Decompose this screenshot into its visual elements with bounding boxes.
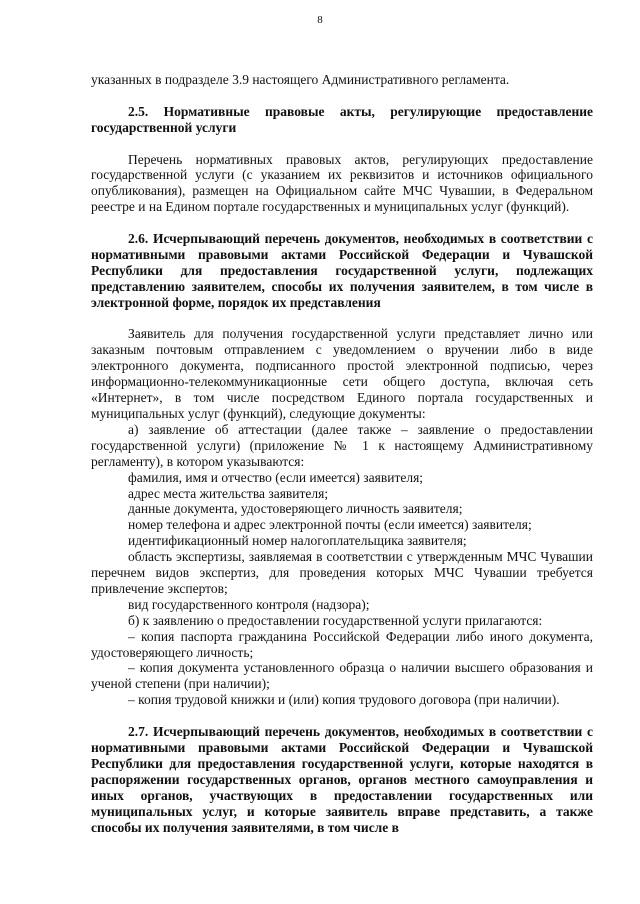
paragraph: Заявитель для получения государственной услуги представляет лично или заказным почтовым отправлением с уведомлением о вручении либо в виде электронного документа, подписанного простой электронной подписью, через информационно-телекоммуникационные сети общего доступа, включая сеть «Интернет», в том числе посредством Единого портала государственных и муниципальных услуг (функций), следующие документы:: [91, 326, 593, 421]
list-item: – копия паспорта гражданина Российской Федерации либо иного документа, удостоверяющего личность;: [91, 628, 593, 660]
list-item: идентификационный номер налогоплательщика заявителя;: [128, 533, 467, 549]
list-item: – копия документа установленного образца о наличии высшего образования и ученой степени (при наличии);: [91, 660, 593, 692]
page-number: 8: [317, 14, 323, 26]
list-item: – копия трудовой книжки и (или) копия трудового договора (при наличии).: [128, 692, 560, 708]
list-item: б) к заявлению о предоставлении государственной услуги прилагаются:: [128, 612, 543, 628]
section-heading-2-6: 2.6. Исчерпывающий перечень документов, необходимых в соответствии с нормативными правовыми актами Российской Федерации и Чувашской Республики для предоставления государственной услуги, подлежащих представлению заявителем, способы их получения заявителем, в том числе в электронной форме, порядок их представления: [91, 231, 593, 310]
section-heading-2-5: 2.5. Нормативные правовые акты, регулирующие предоставление государственной услуги: [91, 103, 593, 135]
list-item: фамилия, имя и отчество (если имеется) заявителя;: [128, 469, 424, 485]
list-item: номер телефона и адрес электронной почты (если имеется) заявителя;: [128, 517, 532, 533]
paragraph: Перечень нормативных правовых актов, регулирующих предоставление государственной услуги (с указанием их реквизитов и источников официального опубликования), размещен на Официальном сайте МЧС Чувашии, в Федеральном реестре и на Едином портале государственных и муниципальных услуг (функций).: [91, 151, 593, 215]
section-heading-2-7: 2.7. Исчерпывающий перечень документов, необходимых в соответствии с нормативными правовыми актами Российской Федерации и Чувашской Республики для предоставления государственной услуги, которые находятся в распоряжении государственных органов, органов местного самоуправления и иных органов, участвующих в предоставлении государственных или муниципальных услуг, и которые заявитель вправе представить, а также способы их получения заявителями, в том числе в: [91, 724, 593, 835]
list-item: данные документа, удостоверяющего личность заявителя;: [128, 501, 463, 517]
list-item: адрес места жительства заявителя;: [128, 485, 329, 501]
document-body: [91, 72, 593, 835]
list-item: вид государственного контроля (надзора);: [128, 596, 370, 612]
list-item: область экспертизы, заявляемая в соответствии с утвержденным МЧС Чувашии перечнем видов экспертиз, для проведения которых МЧС Чувашии требуется привлечение экспертов;: [91, 549, 593, 596]
paragraph-continuation: указанных в подразделе 3.9 настоящего Административного регламента.: [91, 72, 510, 87]
list-item: а) заявление об аттестации (далее также – заявление о предоставлении государственной услуги) (приложение № 1 к настоящему Административному регламенту), в котором указываются:: [91, 421, 593, 469]
